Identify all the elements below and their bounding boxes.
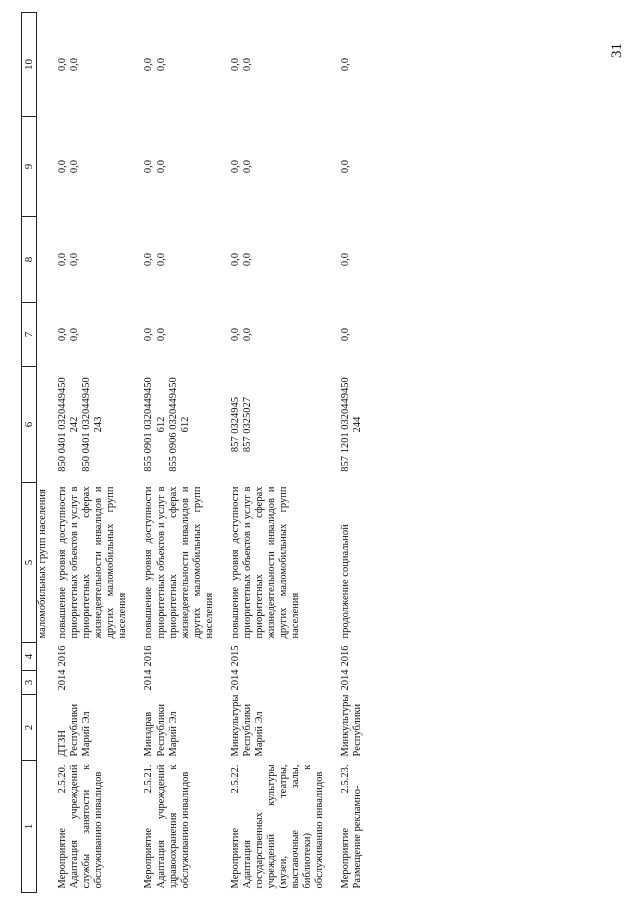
table-row [226,13,337,893]
column-header: 1 [22,761,37,893]
budget-code-cell-value: 850 0401 0320449450 243 [81,377,105,472]
col8-cell [53,217,139,303]
continued-result-text: маломобильных групп населения [37,489,48,639]
result-cell: продолжение социальной [340,524,352,639]
budget-code-cell [226,367,337,483]
col7-cell-value: 0,0 [155,327,167,342]
col7-cell [336,303,374,367]
column-header: 9 [22,117,37,217]
column-header: 8 [22,217,37,303]
col10-cell [336,13,374,117]
result-cell: повышение уровня доступности приоритетных объектов и услуг в приоритетных сферах жизнедеятельности инвалидов и других маломобильных групп населения [143,486,215,639]
col7-cell [53,303,139,367]
col8-cell-value: 0,0 [155,252,167,267]
start-year-cell: 2014 [229,669,241,691]
column-header: 7 [22,303,37,367]
budget-code-cell-value: 855 0906 0320449450 612 [167,377,191,472]
col8-cell-value: 0,0 [143,252,155,267]
col7-cell-value: 0,0 [57,327,69,342]
start-year-cell: 2014 [57,669,69,691]
column-header: 2 [22,695,37,761]
column-header: 6 [22,367,37,483]
measure-cell: Мероприятие 2.5.23. Размещение рекламно- [340,764,364,889]
start-year-cell: 2014 [340,669,352,691]
col9-cell [53,117,139,217]
budget-code-cell [336,367,374,483]
col9-cell-value: 0,0 [340,159,352,174]
page-number: 31 [609,43,625,58]
end-year-cell: 2016 [57,645,69,667]
col9-cell [226,117,337,217]
col10-cell-value: 0,0 [229,57,241,72]
col8-cell-value: 0,0 [229,252,241,267]
col7-cell [226,303,337,367]
col8-cell [336,217,374,303]
col10-cell [53,13,139,117]
col9-cell-value: 0,0 [57,159,69,174]
col10-cell-value: 0,0 [155,57,167,72]
col9-cell-value: 0,0 [69,159,81,174]
measure-cell: Мероприятие 2.5.20. Адаптация учреждений службы занятости к обслуживанию инвалидов [57,764,105,889]
col10-cell-value: 0,0 [241,57,253,72]
budget-code-cell-value: 855 0901 0320449450 612 [143,377,167,472]
measure-cell: Мероприятие 2.5.22. Адаптация государственных учреждений культуры (музеи, театры, выставочные залы, библиотеки) к обслуживанию инвалидов [229,764,326,889]
col9-cell-value: 0,0 [229,159,241,174]
executor-cell: Минкультуры Республики Марий Эл [229,694,265,757]
col7-cell-value: 0,0 [340,327,352,342]
header-row [22,13,37,893]
col10-cell [226,13,337,117]
col10-cell-value: 0,0 [143,57,155,72]
col9-cell-value: 0,0 [155,159,167,174]
col7-cell [139,303,225,367]
col8-cell-value: 0,0 [69,252,81,267]
col10-cell [139,13,225,117]
budget-code-cell-value: 850 0401 0320449450 242 [57,377,81,472]
budget-code-cell-value: 857 0324945 [229,396,241,453]
end-year-cell: 2016 [340,645,352,667]
col10-cell-value: 0,0 [69,57,81,72]
end-year-cell: 2015 [229,645,241,667]
budget-code-cell-value: 857 0325027 [241,396,253,453]
budget-code-cell [53,367,139,483]
col9-cell [139,117,225,217]
col9-cell [336,117,374,217]
column-header: 5 [22,483,37,643]
result-cell: повышение уровня доступности приоритетных объектов и услуг в приоритетных сферах жизнедеятельности инвалидов и других маломобильных групп населения [57,486,129,639]
col8-cell [226,217,337,303]
executor-cell: Минздрав Республики Марий Эл [143,703,179,757]
measure-cell: Мероприятие 2.5.21. Адаптация учреждений здравоохранения к обслуживанию инвалидов [143,764,191,889]
result-cell: повышение уровня доступности приоритетных объектов и услуг в приоритетных сферах жизнедеятельности инвалидов и других маломобильных групп населения [229,486,302,639]
end-year-cell: 2016 [143,645,155,667]
col7-cell-value: 0,0 [143,327,155,342]
col10-cell-value: 0,0 [340,57,352,72]
col9-cell-value: 0,0 [143,159,155,174]
col9-cell-value: 0,0 [241,159,253,174]
continuation-row [37,13,54,893]
executor-cell: ДТЗН Республики Марий Эл [57,703,93,757]
col7-cell-value: 0,0 [229,327,241,342]
executor-cell: Минкультуры Республики [340,694,364,757]
table-row [139,13,225,893]
measures-table [21,12,374,893]
budget-code-cell-value: 857 1201 0320449450 244 [340,377,364,472]
col7-cell-value: 0,0 [69,327,81,342]
column-header: 10 [22,13,37,117]
col8-cell-value: 0,0 [57,252,69,267]
column-header: 3 [22,671,37,695]
start-year-cell: 2014 [143,669,155,691]
table-row [336,13,374,893]
col7-cell-value: 0,0 [241,327,253,342]
col8-cell [139,217,225,303]
budget-code-cell [139,367,225,483]
rotated-table-frame [21,13,611,893]
column-header: 4 [22,643,37,671]
col10-cell-value: 0,0 [57,57,69,72]
col8-cell-value: 0,0 [241,252,253,267]
col8-cell-value: 0,0 [340,252,352,267]
table-row [53,13,139,893]
